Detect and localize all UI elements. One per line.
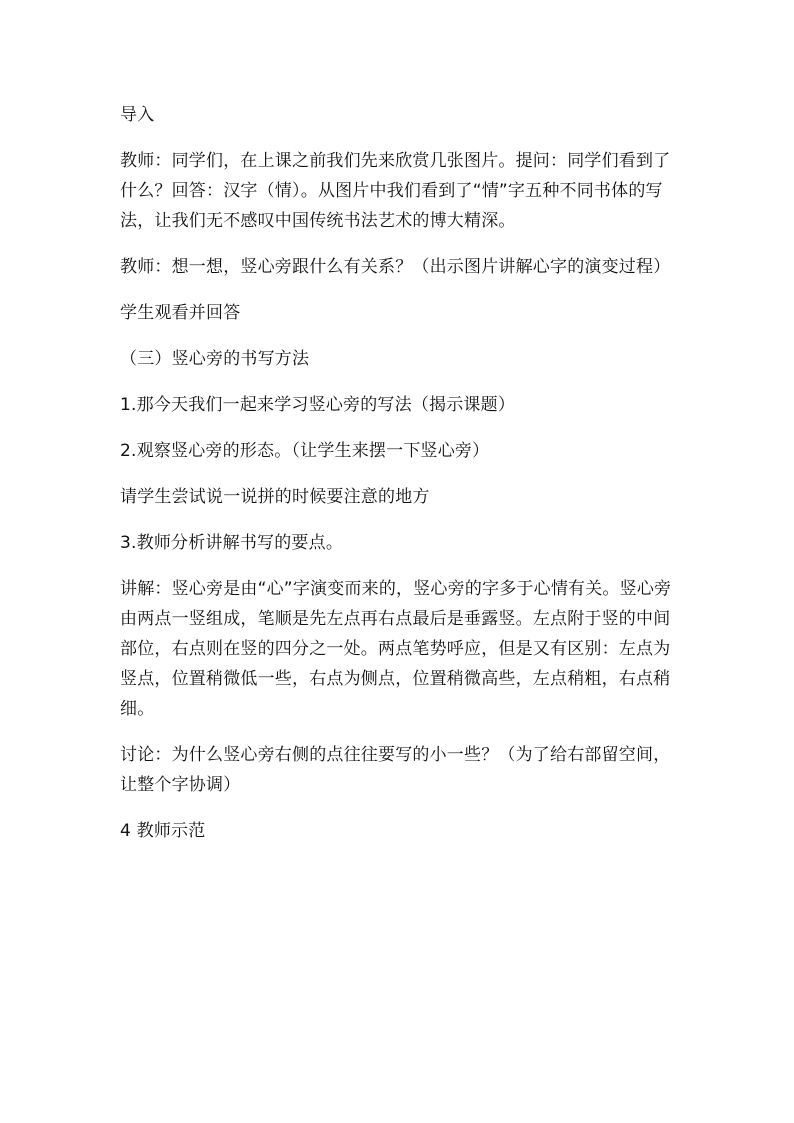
step-1-paragraph: 1.那今天我们一起来学习竖心旁的写法（揭示课题） [120, 395, 516, 415]
step-4-paragraph: 4 教师示范 [120, 821, 206, 841]
student-attempt-paragraph: 请学生尝试说一说拼的时候要注意的地方 [120, 487, 430, 507]
document-body [120, 100, 680, 862]
explanation-paragraph: 讲解：竖心旁是由“心”字演变而来的，竖心旁的字多于心情有关。竖心旁由两点一竖组成，笔顺是先左点再右点最后是垂露竖。左点附于竖的中间部位，右点则在竖的四分之一处。两点笔势呼应，但是又有区别：左点为竖点，位置稍微低一些，右点为侧点，位置稍微高些，左点稍粗，右点稍细。 [120, 579, 672, 719]
discussion-paragraph: 讨论：为什么竖心旁右侧的点往往要写的小一些？（为了给右部留空间，让整个字协调） [120, 745, 671, 795]
step-3-paragraph: 3.教师分析讲解书写的要点。 [120, 533, 344, 553]
teacher-paragraph-question: 教师：想一想，竖心旁跟什么有关系？（出示图片讲解心字的演变过程） [120, 257, 671, 277]
step-2-paragraph: 2.观察竖心旁的形态。（让学生来摆一下竖心旁） [120, 441, 490, 461]
teacher-paragraph-appreciation: 教师：同学们，在上课之前我们先来欣赏几张图片。提问：同学们看到了什么？回答：汉字（情）。从图片中我们看到了“情”字五种不同书体的写法，让我们无不感叹中国传统书法艺术的博大精深。 [120, 151, 671, 231]
student-response-line: 学生观看并回答 [120, 303, 241, 323]
section-title-intro: 导入 [120, 105, 155, 125]
section-heading-writing-method: （三）竖心旁的书写方法 [120, 349, 310, 369]
